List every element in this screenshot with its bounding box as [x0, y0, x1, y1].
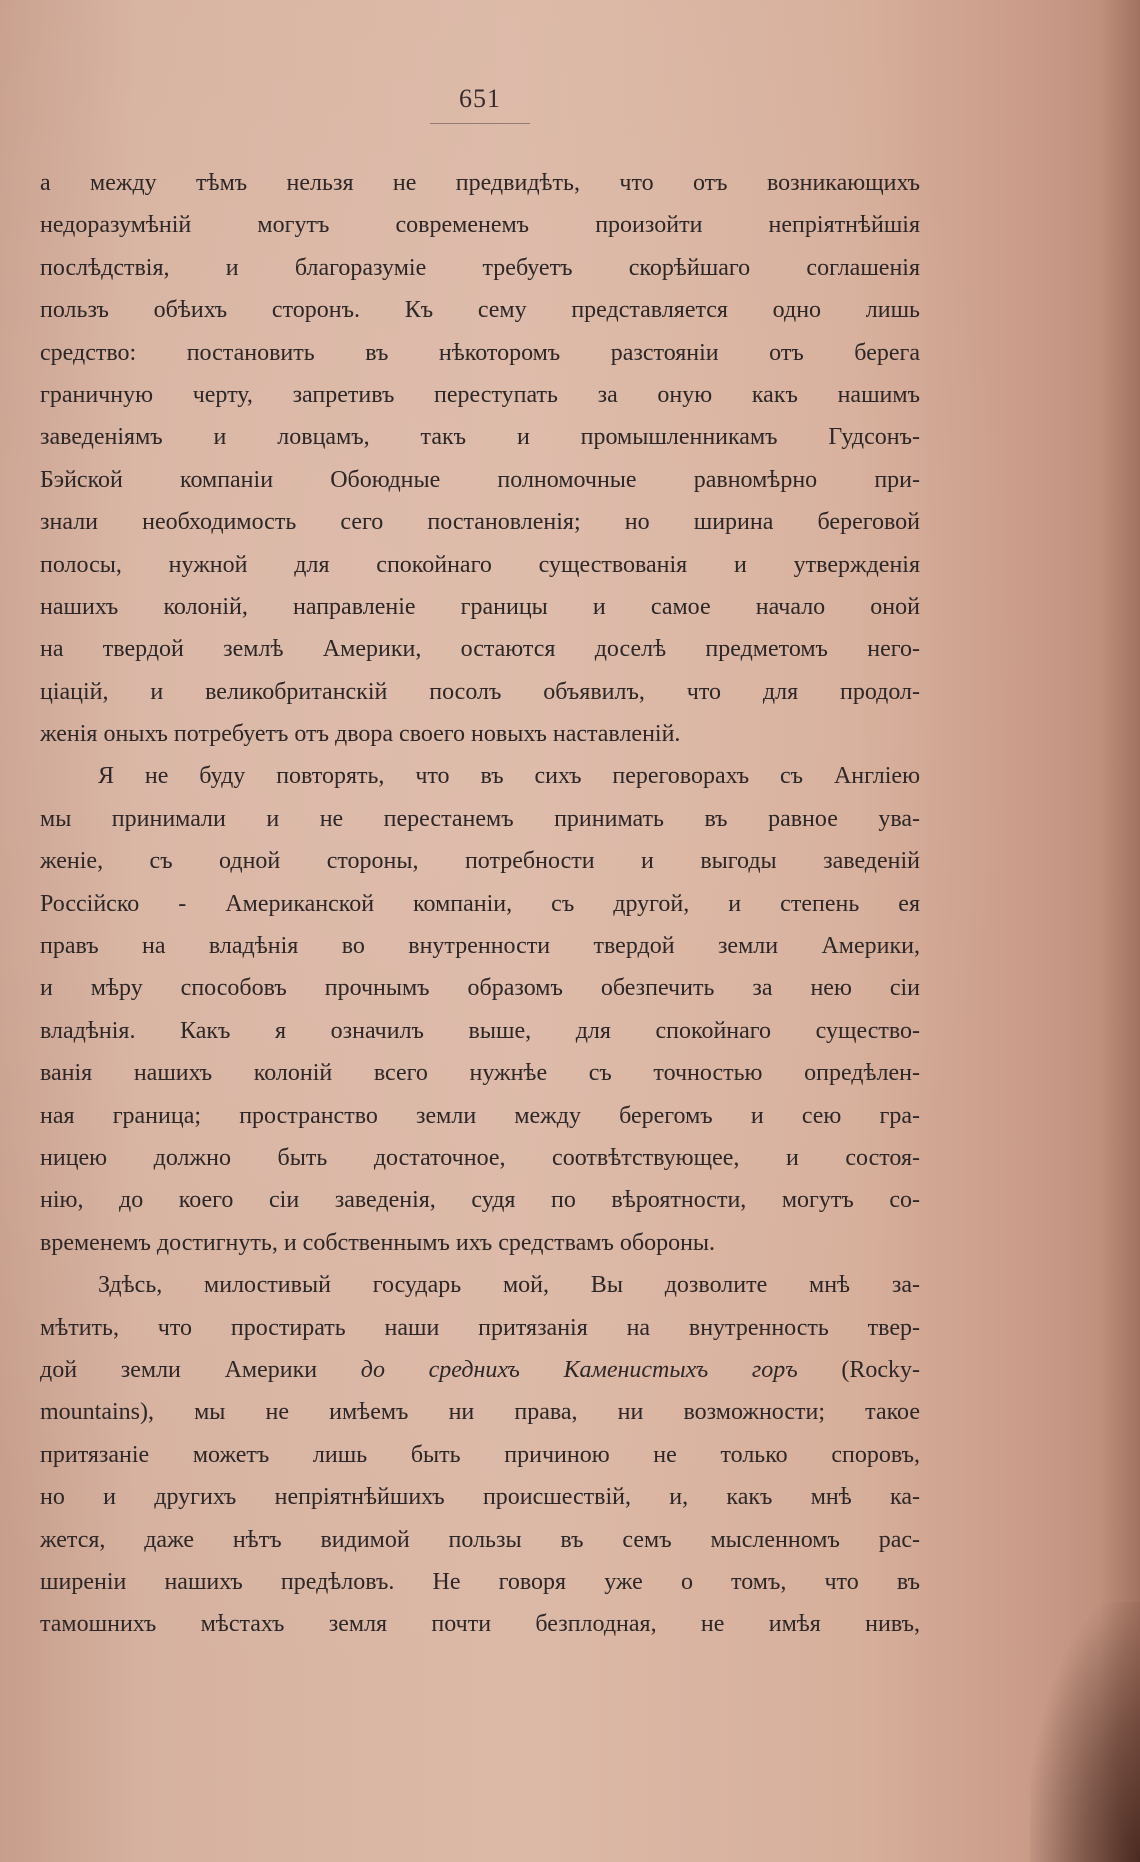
page-corner-shadow	[1030, 1602, 1140, 1862]
text-line: женія оныхъ потребуетъ отъ двора своего новыхъ наставленій.	[40, 721, 681, 748]
text-line: Я не буду повторять, что въ сихъ переговорахъ съ Англіею	[98, 763, 920, 790]
text-line: притязаніе можетъ лишь быть причиною не только споровъ,	[40, 1441, 920, 1468]
body-text	[40, 162, 920, 1646]
text-line: нію, до коего сіи заведенія, судя по вѣроятности, могутъ со-	[40, 1187, 920, 1214]
text-line: mountains), мы не имѣемъ ни права, ни возможности; такое	[40, 1399, 920, 1426]
text-line: недоразумѣній могутъ современемъ произойти непріятнѣйшія	[40, 212, 920, 239]
text-line: ная граница; пространство земли между берегомъ и сею гра-	[40, 1102, 920, 1129]
text-line: ванія нашихъ колоній всего нужнѣе съ точностью опредѣлен-	[40, 1060, 920, 1087]
page-number-rule	[430, 123, 530, 124]
text-line: мы принимали и не перестанемъ принимать въ равное ува-	[40, 805, 920, 832]
text-line: нашихъ колоній, направленіе границы и самое начало оной	[40, 593, 920, 620]
italic-phrase: до среднихъ Каменистыхъ горъ	[360, 1356, 798, 1383]
text-line: средство: постановить въ нѣкоторомъ разстояніи отъ берега	[40, 339, 920, 366]
text-line: Здѣсь, милостивый государь мой, Вы дозволите мнѣ за-	[98, 1272, 920, 1299]
text-line: владѣнія. Какъ я означилъ выше, для спокойнаго существо-	[40, 1017, 920, 1044]
text-line: временемъ достигнуть, и собственнымъ ихъ средствамъ обороны.	[40, 1229, 716, 1256]
text-line: Бэйской компаніи Обоюдные полномочные равномѣрно при-	[40, 466, 920, 493]
text-line: пользъ обѣихъ сторонъ. Къ сему представляется одно лишь	[40, 297, 920, 324]
text-line: на твердой землѣ Америки, остаются доселѣ предметомъ него-	[40, 636, 920, 663]
text-line: ницею должно быть достаточное, соотвѣтствующее, и состоя-	[40, 1144, 920, 1171]
text-line: послѣдствія, и благоразуміе требуетъ скорѣйшаго соглашенія	[40, 254, 920, 281]
text-segment: (Rocky-	[797, 1356, 920, 1383]
text-line: правъ на владѣнія во внутренности твердой земли Америки,	[40, 933, 920, 960]
text-segment: дой земли Америки	[40, 1356, 361, 1383]
text-line: граничную черту, запретивъ переступать за оную какъ нашимъ	[40, 381, 920, 408]
text-line: ціацій, и великобританскій посолъ объявилъ, что для продол-	[40, 678, 920, 705]
text-line: женіе, съ одной стороны, потребности и выгоды заведеній	[40, 848, 920, 875]
text-line: ширеніи нашихъ предѣловъ. Не говоря уже о томъ, что въ	[40, 1568, 920, 1595]
page-edge-shadow	[1100, 0, 1140, 1862]
text-line: но и другихъ непріятнѣйшихъ происшествій, и, какъ мнѣ ка-	[40, 1484, 920, 1511]
page-number: 651	[459, 84, 501, 113]
text-line: знали необходимость сего постановленія; но ширина береговой	[40, 509, 920, 536]
text-line	[40, 1349, 920, 1391]
text-line: тамошнихъ мѣстахъ земля почти безплодная, не имѣя нивъ,	[40, 1611, 920, 1638]
text-line: и мѣру способовъ прочнымъ образомъ обезпечить за нею сіи	[40, 975, 920, 1002]
text-line: жется, даже нѣтъ видимой пользы въ семъ мысленномъ рас-	[40, 1526, 920, 1553]
text-line: Россійско - Американской компаніи, съ другой, и степень ея	[40, 890, 920, 917]
text-line: полосы, нужной для спокойнаго существованія и утвержденія	[40, 551, 920, 578]
text-line: а между тѣмъ нельзя не предвидѣть, что отъ возникающихъ	[40, 170, 920, 196]
text-line: мѣтить, что простирать наши притязанія на внутренность твер-	[40, 1314, 920, 1341]
text-line: заведеніямъ и ловцамъ, такъ и промышленникамъ Гудсонъ-	[40, 424, 920, 451]
